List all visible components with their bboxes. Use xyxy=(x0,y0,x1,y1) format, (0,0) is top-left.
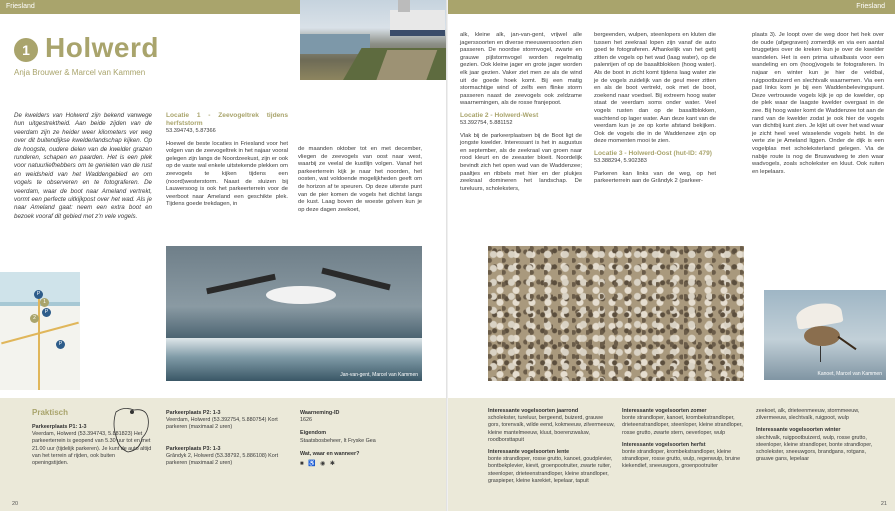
parking-p2-text: Veerdam, Holwerd (53.392754, 5.880754) Kort parkeren (maximaal 2 uren) xyxy=(166,417,278,431)
column-3-text: alk, kleine alk, jan-van-gent, vrijwel alle jagerssoorten en diverse meeuwensoorten zien passeren. De noordse stormvogel, zwarte en grauwe pijlstormvogel worden regelmatig gezien. Ook kleine jager en grote jager worden elk jaar gezien. Vaker ziet men ze als de wind uit de goede hoek komt. Bij een matig stormachtige wind of zelfs een flinke storm passeren naast de zeevogels ook zeldzame waarnemingen, als de rosse franjepoot. xyxy=(460,32,582,107)
ferry-icon xyxy=(390,10,445,36)
species-year-heading: Interessante vogelsoorten jaarrond xyxy=(488,408,579,414)
photo-caption: Kanoet, Marcel van Kammen xyxy=(817,371,882,377)
parking-icon: ■ xyxy=(300,461,304,468)
practical-heading: Praktisch xyxy=(32,408,69,417)
column-2-text: de maanden oktober tot en met december, vliegen de zeevogels van oost naar west, waarbij ze veelal de kustlijn volgen. Vanaf het parkeerterrein kijk je naar het noorden, het oosten, wat voldoende mogelijkheden geeft om de horizon af te speuren. Op deze uiterste punt van de pier komen de vogels het dichtst langs de kust. Laag boven de woeste golven kun je op deze dagen zeekoet, xyxy=(298,146,422,213)
text-column-4 xyxy=(594,32,716,190)
photo-caption: Jan-van-gent, Marcel van Kammen xyxy=(340,372,418,378)
species-winter-list: slechtvalk, ruigpootbuizerd, wulp, rosse grutto, steenloper, kleine strandloper, bonte strandloper, scholekster, sneeuwgors, brandgans, rotgans, grauwe gans, lepelaar xyxy=(756,434,873,463)
what-heading: Wat, waar en wanneer? xyxy=(300,450,360,457)
page-number-right: 21 xyxy=(880,501,887,507)
owner-value: Staatsbosbeheer, It Fryske Gea xyxy=(300,437,376,444)
text-column-3 xyxy=(460,32,582,197)
map-pin-icon: P xyxy=(42,308,51,317)
species-spring-list: bonte strandloper, rosse grutto, kanoet, goudplevier, bontbekplevier, kievit, groenpootruiter, zwarte ruiter, steenloper, drieteenstrandloper, kleine strandloper, graspieper, kleine karekiet, lepelaar, tapuit xyxy=(488,456,613,484)
map-pin-icon: P xyxy=(56,340,65,349)
parking-p3-heading: Parkeerplaats P3: 1-3 xyxy=(166,446,221,452)
parking-p2 xyxy=(166,410,286,432)
photo-bird-flock xyxy=(488,246,744,381)
parking-p1 xyxy=(32,424,152,467)
species-winter xyxy=(756,408,884,463)
species-autumn-heading: Interessante vogelsoorten herfst xyxy=(622,441,706,448)
parking-p3 xyxy=(166,446,286,468)
location-number-badge: 1 xyxy=(14,38,38,62)
species-autumn-list: bonte strandloper, krombekstrandloper, kleine strandloper, rosse grutto, wulp, regenwulp, bruine kiekendief, sneeuwgors, groenpootruiter xyxy=(622,449,741,470)
map-pin-icon: P xyxy=(34,290,43,299)
species-spring-heading: Interessante vogelsoorten lente xyxy=(488,449,570,456)
authors: Anja Brouwer & Marcel van Kammen xyxy=(14,68,146,77)
location-3-coords: 53.388294, 5.902383 xyxy=(594,157,647,164)
parking-p2-heading: Parkeerplaats P2: 1-3 xyxy=(166,410,221,416)
map-pin-icon: 2 xyxy=(30,314,39,323)
observation-id-value: 1626 xyxy=(300,417,312,424)
location-2-coords: 53.392754, 5.881152 xyxy=(460,119,513,126)
section-header-left xyxy=(0,0,300,14)
location-3-heading: Locatie 3 - Holwerd-Oost (hut-ID: 479) xyxy=(594,149,712,157)
species-year-round xyxy=(488,408,616,485)
photo-gannet xyxy=(166,246,422,381)
hero-photo-veerdam xyxy=(300,0,447,80)
species-summer-heading: Interessante vogelsoorten zomer xyxy=(622,408,707,414)
intro-text: De kwelders van Holwerd zijn bekend vanwege hun uitgestrektheid. Aan beide zijden van de veerdam zijn ze heider weer kilometers ver weg over dit buitendijkse kwelderlandschap kijken. Op de hoogste, oudere delen van de kwelder grazen runderen, schapen en paarden. Het is een plek voor natuurliefhebbers om te genieten van de rust en weidsheid van het Waddengebied en om vogels te observeren en te fotograferen. De veerdam, waar de boot naar Ameland vertrekt, vormt een perfecte uitkijkpost over het wad. Als je naar Ameland gaat: neem een extra boot en bezoek vooraf dit gebied met z'n vele vogels. xyxy=(14,112,152,220)
location-2-heading: Locatie 2 - Holwerd-West xyxy=(460,111,539,119)
species-summer-list: bonte strandloper, kanoet, krombekstrandloper, drieteenstrandloper, steenloper, kleine strandloper, rosse grutto, zwarte stern, oeverloper, wulp xyxy=(622,415,743,436)
location-1-text: Hoewel de beste locaties in Friesland voor het volgen van de zeevogeltrek in het najaar vooral gelegen zijn langs de Noordzeekust, zijn er ook op de vaste wal enkele uitstekende plekken om zeevogels te kijken tijdens een (noord)westerstorm. Naast de sluizen bij Lauwersoog is ook het parkeerterrein voor de veerboot naar Ameland een geschikte plek. Tijdens goede trekdagen, in xyxy=(166,140,288,208)
section-label: Friesland xyxy=(6,3,35,10)
map-pin-icon: 1 xyxy=(40,298,49,307)
species-year-list: scholekster, tureluur, bergeend, buizerd, grauwe gors, torenvalk, wilde eend, kokmeeuw, zilvermeeuw, kleine mantelmeeuw, kluut, boerenzwaluw, roodborsttapuit xyxy=(488,415,615,443)
text-column-5 xyxy=(752,32,884,180)
page-number-left: 20 xyxy=(12,501,19,507)
column-4-text: bergeenden, wulpen, steenlopers en kluten die tussen het zeekraal lopen zijn vanaf de auto goed te fotograferen. Afhankelijk van het getij zitten de vogels op het wad (laag water), op de palenrijen of op de basaltblokken (hoog water). Als de boot in zicht komt tijdens laag water zie je de vogels zuidelijk van de geul meer zitten en als de boot vertrekt, ook met de boot, zoekend naar voedsel. Bij extreem hoog water staat de veerdam soms onder water. Veel vogels rusten dan op de basaltblokken, wachtend op lager water. Aan deze kant van de veerdam kun je ze op korte afstand bekijken. Ook de vogels die in de Waddenzee zijn op deze momenten mooi te zien. xyxy=(594,32,716,145)
photo-knot xyxy=(764,290,886,380)
right-page xyxy=(448,0,895,511)
binoculars-icon: ◉ xyxy=(320,461,326,468)
species-autumn-continued: zeekoet, alk, drieteenmeeuw, stormmeeuw, zilvermeeuw, slechtvalk, ruigpoot, wulp xyxy=(756,408,860,422)
parking-p3-text: Grândyk 2, Holwerd (53.38792, 5.886108) Kort parkeren (maximaal 2 uren) xyxy=(166,453,279,467)
facility-icons xyxy=(300,461,420,468)
text-column-1 xyxy=(166,112,288,213)
location-1-coords: 53.394743, 5.87366 xyxy=(166,128,216,134)
species-winter-heading: Interessante vogelsoorten winter xyxy=(756,427,841,434)
section-label: Friesland xyxy=(856,3,885,10)
observation-id-heading: Waarneming-ID xyxy=(300,410,340,416)
section-header-right xyxy=(448,0,895,14)
text-column-2 xyxy=(298,146,422,218)
left-page xyxy=(0,0,447,511)
species-summer-autumn xyxy=(622,408,750,471)
owner-heading: Eigendom xyxy=(300,430,327,437)
parking-p1-heading: Parkeerplaats P1: 1-3 xyxy=(32,424,87,430)
page-title: Holwerd xyxy=(45,32,159,63)
column-5-text: plaats 3). Je loopt over de weg door het hek over de oude (afgegraven) zomerdijk en via een aantal bruggetjes over de kreken kun je over de kwelder wandelen. Het is een prima uitvalbasis voor een wandeling en om (hoog)vogels te fotograferen. In najaar en winter kun je hier de veldbal, ruigpootbuizerd en slechtvalk waarnemen. Via een pad links kom je bij een Waddenbelevingspunt. Deze vertrouwde vogels kijk je op de kwelder, op de plek waar de laagste kwelder overgaat in de zee. Bij hoog water komt de Waddenzee tot aan de rand van de kwelder zodat je ook hier de vogels van dichtbij kunt zien. Je kijkt uit over het wad waar je zicht heel veel wisselende vogels hebt. In de verte zie je Ameland liggen. Onder de dijk is een vogelplas met scholeksterland gelegen. Via de nabije route is nog de Bruswadweg te zien waar wadvogels, zoals scholekster en kluut. Ook ruiten en lepelaars. xyxy=(752,32,884,175)
parking-p1-text: Veerdam, Holwerd (53.394743, 5.881823) Het parkeerterrein is geopend van 5.30 uur tot en met 21.00 uur (tijdelijk parkeren). Je kunt de auto altijd van het terrein af rijden, ook buiten openingstijden. xyxy=(32,431,152,467)
walking-icon: ✱ xyxy=(329,461,335,468)
observation-id xyxy=(300,410,420,468)
location-map xyxy=(0,272,80,390)
accessible-icon: ♿ xyxy=(308,461,316,468)
location-3-text: Parkeren kan links van de weg, op het parkeerterrein aan de Grândyk 2 (parkeer- xyxy=(594,170,716,185)
location-2-text: Vlak bij de parkeerplaatsen bij de Boot ligt de jongste kwelder. Interessant is het in augustus en september, als de zeekraal van groen naar rood kleurt en de zeeaster bloeit. Noordelijk bevindt zich het open wad van de Waddenzee; paaltjes en ribbels met hier en der plukjes zeekraal domineren het landschap. De tureluurs, scholeksters, xyxy=(460,132,582,192)
location-1-heading: Locatie 1 - Zeevogeltrek tijdens herfststorm xyxy=(166,112,288,127)
